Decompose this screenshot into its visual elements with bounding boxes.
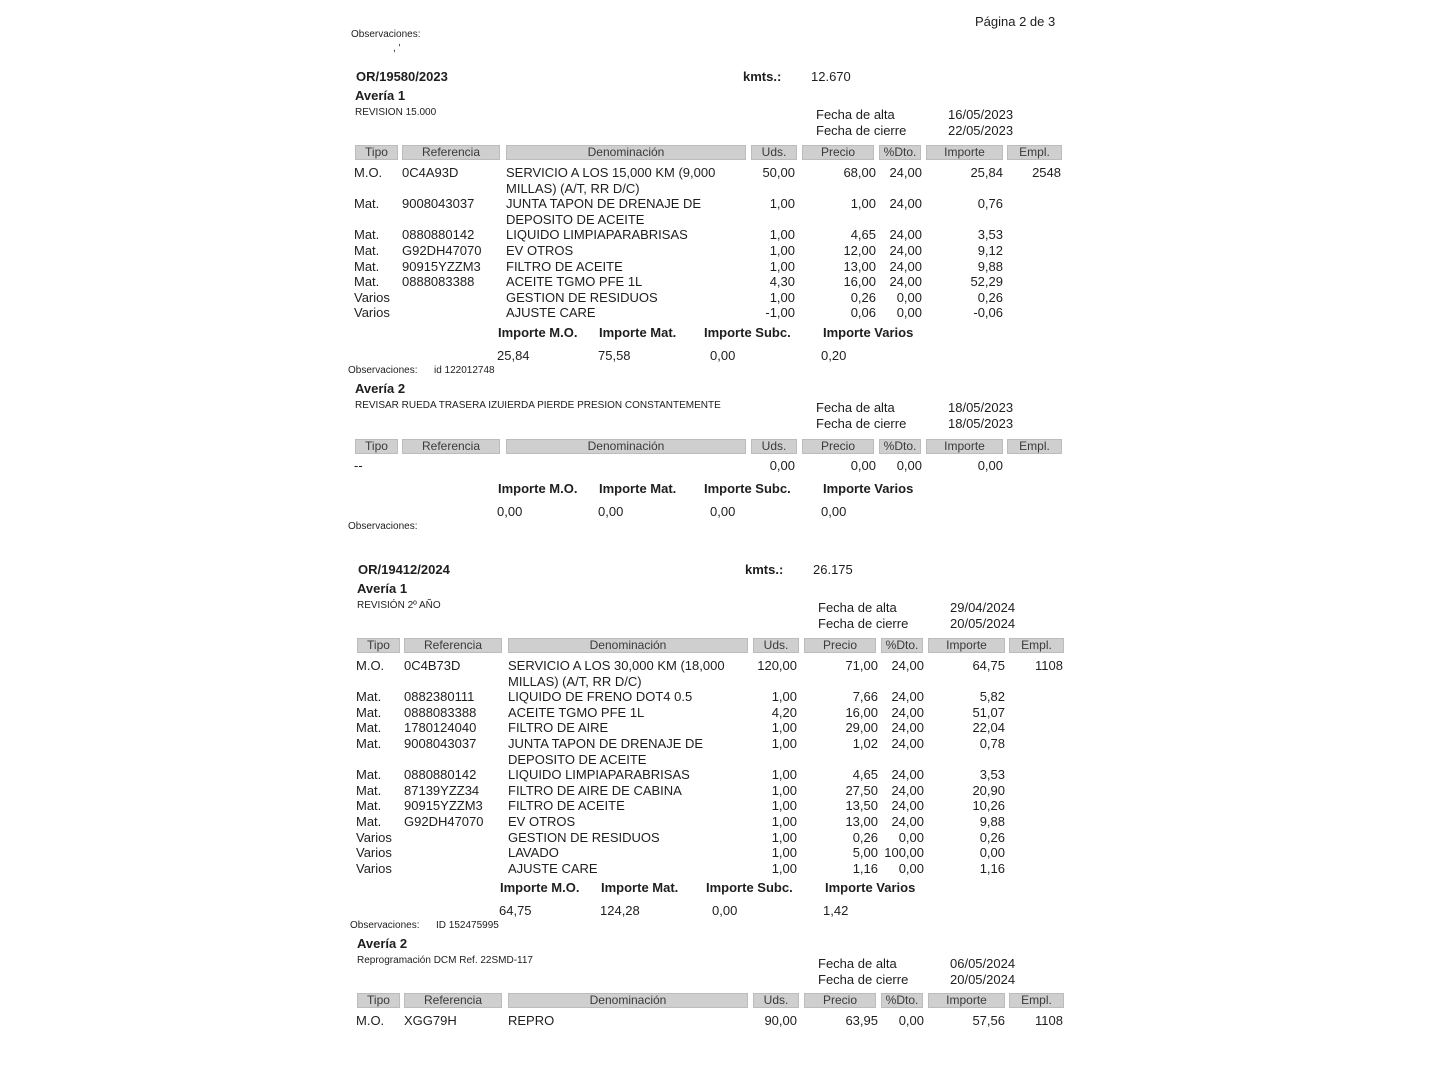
observaciones-label: Observaciones: [350, 920, 420, 931]
table-cell-referencia: 90915YZZM3 [402, 258, 481, 274]
column-header-tipo: Tipo [357, 993, 400, 1008]
table-cell-tipo: Mat. [354, 227, 380, 243]
table-cell-uds: 4,20 [771, 704, 797, 720]
kmts-label: kmts.: [745, 562, 784, 577]
table-cell-precio: 7,66 [852, 689, 878, 705]
totals-label: Importe Subc. [704, 325, 791, 340]
table-cell-importe: 0,76 [977, 196, 1003, 212]
table-cell-importe: 0,26 [979, 829, 1005, 845]
fecha-cierre-label: Fecha de cierre [818, 972, 909, 987]
table-cell-tipo: Mat. [356, 736, 382, 751]
averia-title: Avería 1 [357, 581, 408, 596]
observaciones-label: Observaciones: [348, 521, 418, 532]
page-number: Página 2 de 3 [975, 14, 1056, 29]
table-cell-dto: 24,00 [891, 689, 924, 705]
table-cell-denominacion: MILLAS) (A/T, RR D/C) [508, 673, 642, 689]
table-cell-precio: 0,26 [850, 289, 876, 305]
table-cell-referencia: 90915YZZM3 [404, 798, 483, 814]
table-cell-dto: 24,00 [889, 196, 922, 212]
table-cell-importe: 57,56 [972, 1013, 1005, 1028]
table-cell-denominacion: SERVICIO A LOS 30,000 KM (18,000 [508, 658, 725, 673]
table-cell-tipo: Mat. [354, 274, 380, 290]
table-cell-denominacion: LIQUIDO LIMPIAPARABRISAS [506, 227, 688, 243]
totals-label: Importe Subc. [706, 880, 793, 895]
totals-label: Importe Mat. [599, 481, 677, 496]
column-header-referencia: Referencia [402, 439, 500, 454]
totals-label: Importe M.O. [498, 481, 578, 496]
table-cell-importe: 1,16 [979, 860, 1005, 876]
table-cell-denominacion: AJUSTE CARE [508, 860, 598, 876]
column-header-tipo: Tipo [355, 145, 398, 160]
table-cell-denominacion: MILLAS) (A/T, RR D/C) [506, 180, 640, 196]
table-cell-referencia: XGG79H [404, 1013, 457, 1028]
table-cell-precio: 13,50 [845, 798, 878, 814]
table-cell-tipo: Mat. [356, 782, 382, 798]
column-header-precio: Precio [802, 145, 874, 160]
table-cell-tipo: Mat. [356, 720, 382, 736]
table-cell-tipo: Varios [354, 305, 390, 321]
table-cell-dto: 24,00 [891, 814, 924, 829]
table-cell-importe: 0,26 [977, 289, 1003, 305]
table-cell-importe: 3,53 [977, 227, 1003, 243]
fecha-alta-label: Fecha de alta [818, 600, 897, 615]
column-header-denominacion: Denominación [508, 993, 748, 1008]
observaciones-value: id 122012748 [434, 365, 495, 376]
table-cell-empl: 2548 [1032, 165, 1061, 180]
totals-label: Importe Mat. [599, 325, 677, 340]
table-cell-tipo: Mat. [356, 814, 382, 829]
table-cell-uds: 1,00 [771, 845, 797, 861]
table-cell-importe: 0,78 [979, 736, 1005, 751]
table-cell-tipo: Mat. [354, 258, 380, 274]
column-header-dto: %Dto. [879, 145, 921, 160]
table-cell-dto: 24,00 [891, 798, 924, 814]
totals-value: 0,00 [710, 504, 736, 519]
column-header-denominacion: Denominación [506, 145, 746, 160]
totals-value: 0,00 [497, 504, 523, 519]
table-cell-importe: 9,12 [977, 243, 1003, 258]
table-cell-uds: 1,00 [771, 798, 797, 814]
fecha-cierre-value: 20/05/2024 [950, 972, 1016, 987]
table-cell-uds: 1,00 [771, 814, 797, 829]
kmts-value: 26.175 [813, 562, 853, 577]
column-header-importe: Importe [928, 993, 1005, 1008]
averia-description: REVISAR RUEDA TRASERA IZUIERDA PIERDE PRESION CONSTANTEMENTE [355, 400, 721, 411]
column-header-referencia: Referencia [404, 638, 502, 653]
table-cell-denominacion: DEPOSITO DE ACEITE [508, 751, 647, 767]
table-cell-denominacion: SERVICIO A LOS 15,000 KM (9,000 [506, 165, 716, 180]
table-cell-uds: 1,00 [769, 227, 795, 243]
table-cell-uds: 120,00 [757, 658, 797, 673]
table-cell-precio: 5,00 [852, 845, 878, 861]
table-cell-precio: 16,00 [845, 704, 878, 720]
table-cell-referencia: 0880880142 [402, 227, 475, 243]
table-cell-referencia: 0882380111 [404, 689, 475, 705]
table-cell-referencia: G92DH47070 [404, 814, 484, 829]
table-cell-importe: 20,90 [972, 782, 1005, 798]
table-cell-uds: 1,00 [771, 767, 797, 783]
table-cell-denominacion: LIQUIDO DE FRENO DOT4 0.5 [508, 689, 693, 705]
table-cell-importe: -0,06 [973, 305, 1003, 321]
totals-value: 75,58 [598, 348, 631, 363]
table-cell-dto: 24,00 [891, 704, 924, 720]
table-cell-referencia: 87139YZZ34 [404, 782, 480, 798]
table-cell-precio: 4,65 [852, 767, 878, 783]
table-cell-denominacion: FILTRO DE ACEITE [506, 258, 623, 274]
totals-label: Importe Varios [823, 481, 914, 496]
fecha-alta-value: 18/05/2023 [948, 400, 1014, 415]
table-cell-precio: 1,02 [852, 736, 878, 751]
table-cell-tipo: -- [354, 458, 363, 473]
column-header-precio: Precio [804, 638, 876, 653]
table-cell-precio: 16,00 [843, 274, 876, 290]
totals-value: 64,75 [499, 903, 532, 918]
table-cell-dto: 24,00 [889, 165, 922, 180]
table-cell-denominacion: FILTRO DE ACEITE [508, 798, 625, 814]
table-cell-dto: 24,00 [889, 274, 922, 290]
column-header-uds: Uds. [751, 439, 797, 454]
table-cell-tipo: Mat. [354, 243, 380, 258]
fecha-cierre-label: Fecha de cierre [818, 616, 909, 631]
table-cell-referencia: 1780124040 [404, 720, 477, 736]
totals-label: Importe Mat. [601, 880, 679, 895]
column-header-precio: Precio [802, 439, 874, 454]
kmts-value: 12.670 [811, 69, 851, 84]
fecha-cierre-value: 20/05/2024 [950, 616, 1016, 631]
table-cell-dto: 24,00 [891, 782, 924, 798]
table-cell-importe: 52,29 [970, 274, 1003, 290]
table-cell-denominacion: FILTRO DE AIRE DE CABINA [508, 782, 682, 798]
totals-label: Importe Varios [825, 880, 916, 895]
table-cell-denominacion: ACEITE TGMO PFE 1L [506, 274, 643, 290]
table-cell-tipo: M.O. [354, 165, 383, 180]
table-cell-precio: 13,00 [845, 814, 878, 829]
table-cell-dto: 0,00 [896, 289, 922, 305]
table-cell-precio: 27,50 [845, 782, 878, 798]
table-cell-denominacion: EV OTROS [506, 243, 574, 258]
table-cell-denominacion: GESTION DE RESIDUOS [508, 829, 660, 845]
table-cell-referencia: 9008043037 [402, 196, 475, 212]
fecha-cierre-label: Fecha de cierre [816, 416, 907, 431]
totals-value: 124,28 [600, 903, 640, 918]
table-cell-uds: 1,00 [769, 258, 795, 274]
table-cell-uds: -1,00 [765, 305, 795, 321]
fecha-cierre-value: 18/05/2023 [948, 416, 1014, 431]
column-header-referencia: Referencia [404, 993, 502, 1008]
table-cell-uds: 1,00 [771, 782, 797, 798]
table-cell-dto: 24,00 [891, 736, 924, 751]
table-cell-precio: 1,16 [852, 860, 878, 876]
table-cell-tipo: M.O. [356, 1013, 385, 1028]
averia-description: Reprogramación DCM Ref. 22SMD-117 [357, 955, 533, 966]
averia-title: Avería 2 [357, 936, 408, 951]
table-cell-empl: 1108 [1035, 658, 1063, 673]
fecha-alta-label: Fecha de alta [816, 107, 895, 122]
table-cell-denominacion: EV OTROS [508, 814, 576, 829]
column-header-denominacion: Denominación [506, 439, 746, 454]
column-header-dto: %Dto. [879, 439, 921, 454]
table-cell-denominacion: AJUSTE CARE [506, 305, 596, 321]
table-cell-dto: 0,00 [898, 860, 924, 876]
column-header-dto: %Dto. [881, 638, 923, 653]
averia-description: REVISIÓN 2º AÑO [357, 600, 441, 611]
observaciones-value: ID 152475995 [436, 920, 499, 931]
table-cell-denominacion: GESTION DE RESIDUOS [506, 289, 658, 305]
column-header-dto: %Dto. [881, 993, 923, 1008]
table-cell-referencia: 0880880142 [404, 767, 477, 783]
table-cell-tipo: Varios [356, 845, 392, 861]
table-cell-dto: 24,00 [891, 658, 924, 673]
table-cell-referencia: 9008043037 [404, 736, 477, 751]
table-cell-dto: 0,00 [896, 305, 922, 321]
table-cell-referencia: 0C4A93D [402, 165, 459, 180]
table-cell-denominacion: JUNTA TAPON DE DRENAJE DE [506, 196, 702, 212]
column-header-denominacion: Denominación [508, 638, 748, 653]
totals-value: 0,00 [712, 903, 738, 918]
table-cell-dto: 100,00 [884, 845, 924, 861]
table-cell-uds: 1,00 [769, 196, 795, 212]
table-cell-precio: 29,00 [845, 720, 878, 736]
table-cell-importe: 0,00 [979, 845, 1005, 861]
table-cell-uds: 1,00 [771, 736, 797, 751]
table-cell-uds: 90,00 [764, 1013, 797, 1028]
table-cell-referencia: G92DH47070 [402, 243, 482, 258]
table-cell-importe: 10,26 [972, 798, 1005, 814]
column-header-uds: Uds. [753, 993, 799, 1008]
table-cell-uds: 1,00 [771, 829, 797, 845]
table-cell-referencia: 0888083388 [402, 274, 475, 290]
table-cell-tipo: M.O. [356, 658, 385, 673]
fecha-alta-value: 29/04/2024 [950, 600, 1016, 615]
table-cell-referencia: 0888083388 [404, 704, 477, 720]
table-cell-tipo: Mat. [356, 798, 382, 814]
table-cell-uds: 1,00 [771, 720, 797, 736]
table-cell-precio: 12,00 [843, 243, 876, 258]
fecha-alta-value: 16/05/2023 [948, 107, 1014, 122]
totals-label: Importe M.O. [500, 880, 580, 895]
averia-title: Avería 2 [355, 381, 406, 396]
table-cell-uds: 0,00 [769, 458, 795, 473]
table-cell-tipo: Varios [356, 829, 392, 845]
column-header-empl: Empl. [1009, 993, 1064, 1008]
table-cell-tipo: Mat. [356, 704, 382, 720]
table-cell-tipo: Mat. [354, 196, 380, 212]
totals-value: 25,84 [497, 348, 530, 363]
table-cell-referencia: 0C4B73D [404, 658, 461, 673]
column-header-empl: Empl. [1007, 439, 1062, 454]
table-cell-precio: 63,95 [845, 1013, 878, 1028]
column-header-uds: Uds. [751, 145, 797, 160]
fecha-cierre-label: Fecha de cierre [816, 123, 907, 138]
top-observaciones-label: Observaciones: [351, 29, 421, 40]
totals-label: Importe Varios [823, 325, 914, 340]
table-cell-precio: 13,00 [843, 258, 876, 274]
column-header-importe: Importe [928, 638, 1005, 653]
table-cell-precio: 0,26 [852, 829, 878, 845]
top-observaciones-value: , ' [393, 43, 401, 54]
totals-value: 0,20 [821, 348, 847, 363]
table-cell-tipo: Varios [354, 289, 390, 305]
table-cell-uds: 1,00 [771, 860, 797, 876]
column-header-tipo: Tipo [355, 439, 398, 454]
table-cell-uds: 1,00 [771, 689, 797, 705]
table-cell-dto: 24,00 [889, 243, 922, 258]
table-cell-importe: 0,00 [977, 458, 1003, 473]
table-cell-precio: 68,00 [843, 165, 876, 180]
column-header-precio: Precio [804, 993, 876, 1008]
fecha-alta-value: 06/05/2024 [950, 956, 1016, 971]
fecha-alta-label: Fecha de alta [816, 400, 895, 415]
observaciones-label: Observaciones: [348, 365, 418, 376]
column-header-uds: Uds. [753, 638, 799, 653]
averia-title: Avería 1 [355, 88, 406, 103]
table-cell-empl: 1108 [1035, 1013, 1063, 1028]
table-cell-importe: 5,82 [979, 689, 1005, 705]
table-cell-denominacion: LIQUIDO LIMPIAPARABRISAS [508, 767, 690, 783]
table-cell-precio: 1,00 [850, 196, 876, 212]
totals-value: 0,00 [598, 504, 624, 519]
table-cell-dto: 0,00 [896, 458, 922, 473]
table-cell-denominacion: ACEITE TGMO PFE 1L [508, 704, 645, 720]
table-cell-denominacion: REPRO [508, 1013, 555, 1028]
table-cell-dto: 0,00 [898, 829, 924, 845]
or-number: OR/19580/2023 [356, 69, 448, 84]
table-cell-precio: 4,65 [850, 227, 876, 243]
table-cell-dto: 24,00 [891, 720, 924, 736]
table-cell-uds: 1,00 [769, 289, 795, 305]
column-header-empl: Empl. [1007, 145, 1062, 160]
table-cell-uds: 4,30 [769, 274, 795, 290]
column-header-referencia: Referencia [402, 145, 500, 160]
or-number: OR/19412/2024 [358, 562, 450, 577]
totals-value: 0,00 [710, 348, 736, 363]
kmts-label: kmts.: [743, 69, 782, 84]
table-cell-importe: 22,04 [972, 720, 1005, 736]
table-cell-precio: 0,06 [850, 305, 876, 321]
column-header-empl: Empl. [1009, 638, 1064, 653]
table-cell-denominacion: DEPOSITO DE ACEITE [506, 211, 645, 227]
column-header-importe: Importe [926, 145, 1003, 160]
table-cell-importe: 9,88 [979, 814, 1005, 829]
table-cell-importe: 64,75 [972, 658, 1005, 673]
table-cell-uds: 1,00 [769, 243, 795, 258]
table-cell-dto: 0,00 [898, 1013, 924, 1028]
table-cell-uds: 50,00 [762, 165, 795, 180]
table-cell-denominacion: LAVADO [508, 845, 559, 861]
table-cell-importe: 3,53 [979, 767, 1005, 783]
fecha-alta-label: Fecha de alta [818, 956, 897, 971]
table-cell-denominacion: FILTRO DE AIRE [508, 720, 609, 736]
table-cell-importe: 25,84 [970, 165, 1003, 180]
totals-label: Importe Subc. [704, 481, 791, 496]
table-cell-tipo: Mat. [356, 767, 382, 783]
table-cell-dto: 24,00 [891, 767, 924, 783]
table-cell-tipo: Mat. [356, 689, 382, 705]
totals-value: 0,00 [821, 504, 847, 519]
totals-value: 1,42 [823, 903, 849, 918]
table-cell-importe: 9,88 [977, 258, 1003, 274]
fecha-cierre-value: 22/05/2023 [948, 123, 1014, 138]
column-header-tipo: Tipo [357, 638, 400, 653]
table-cell-importe: 51,07 [972, 704, 1005, 720]
averia-description: REVISION 15.000 [355, 107, 437, 118]
table-cell-precio: 71,00 [845, 658, 878, 673]
table-cell-tipo: Varios [356, 860, 392, 876]
table-cell-dto: 24,00 [889, 258, 922, 274]
totals-label: Importe M.O. [498, 325, 578, 340]
column-header-importe: Importe [926, 439, 1003, 454]
table-cell-precio: 0,00 [850, 458, 876, 473]
table-cell-dto: 24,00 [889, 227, 922, 243]
table-cell-denominacion: JUNTA TAPON DE DRENAJE DE [508, 736, 704, 751]
